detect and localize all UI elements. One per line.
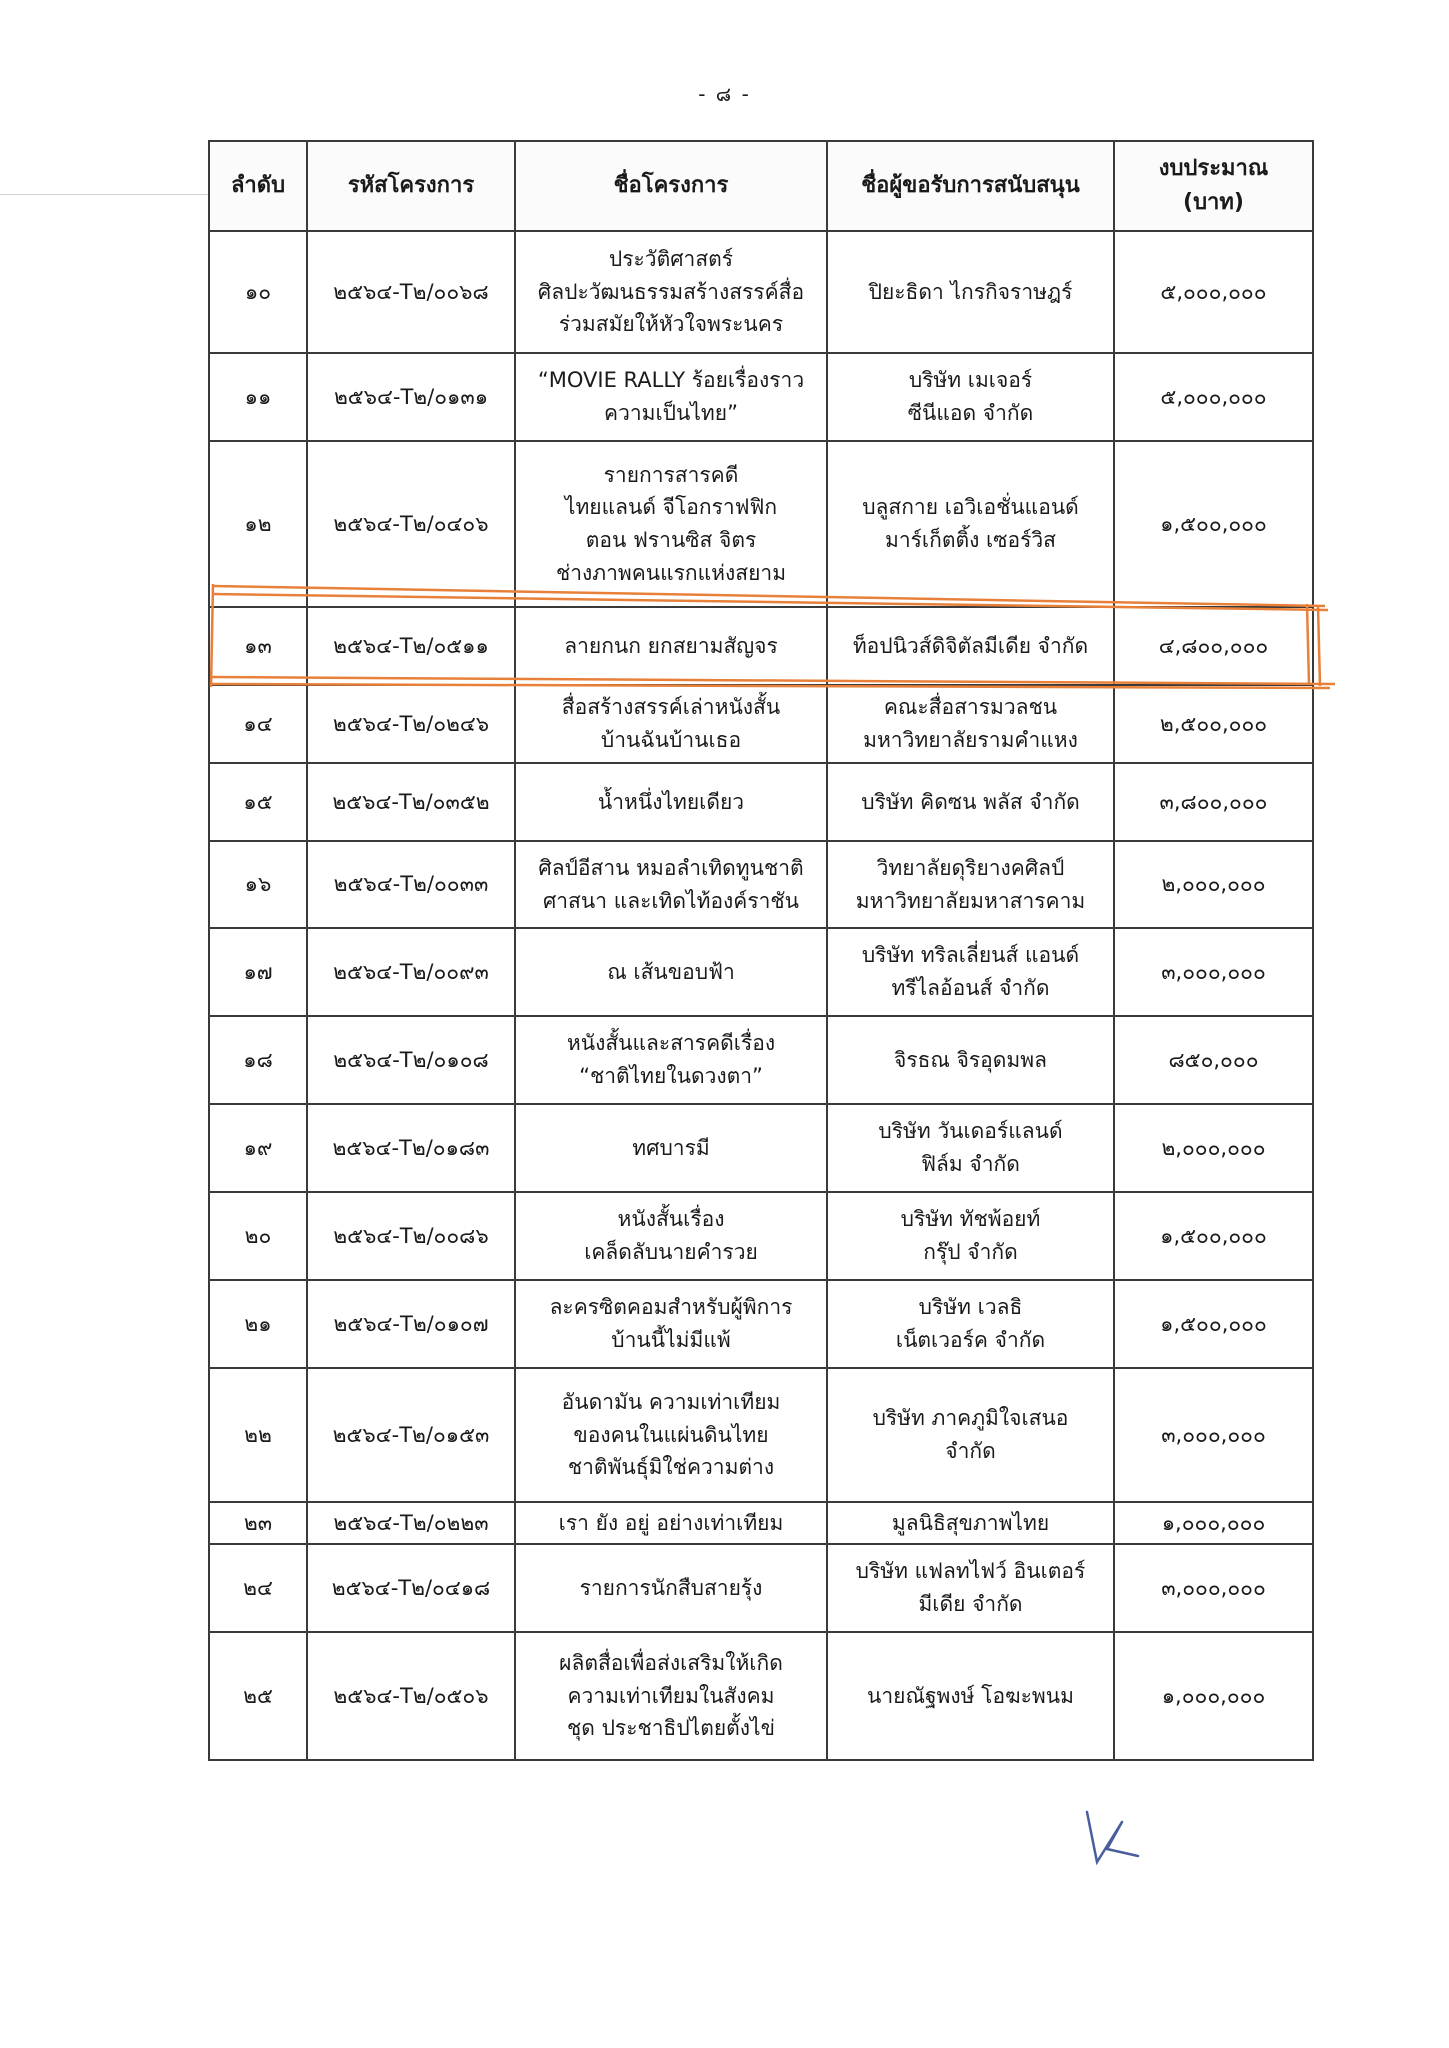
table-row — [209, 1192, 1313, 1280]
project-name-cell — [515, 1632, 827, 1760]
project-name-line: ชุด ประชาธิปไตยตั้งไข่ — [567, 1716, 775, 1741]
project-name-line: รายการสารคดี — [603, 462, 739, 487]
applicant-cell — [827, 763, 1114, 841]
applicant-line: มหาวิทยาลัยรามคำแหง — [863, 728, 1078, 752]
project-name-line: ผลิตสื่อเพื่อส่งเสริมให้เกิด — [559, 1651, 783, 1676]
order-cell: ๑๗ — [209, 928, 307, 1016]
project-code-cell: ๒๕๖๔-T๒/๐๑๐๗ — [307, 1280, 515, 1368]
table-row — [209, 1502, 1313, 1544]
applicant-line: ท็อปนิวส์ดิจิตัลมีเดีย จำกัด — [852, 633, 1089, 658]
budget-cell: ๒,๐๐๐,๐๐๐ — [1114, 841, 1313, 928]
project-name-line: บ้านฉันบ้านเธอ — [600, 728, 742, 752]
applicant-line: คณะสื่อสารมวลชน — [883, 695, 1058, 720]
order-cell: ๑๖ — [209, 841, 307, 928]
order-cell: ๑๓ — [209, 607, 307, 685]
signature-stroke — [1087, 1812, 1138, 1862]
order-cell: ๒๒ — [209, 1368, 307, 1502]
table-row — [209, 1368, 1313, 1502]
project-name-line: สื่อสร้างสรรค์เล่าหนังสั้น — [561, 695, 781, 720]
project-name-cell — [515, 1016, 827, 1104]
applicant-line: บริษัท ทริลเลี่ยนส์ แอนด์ — [861, 943, 1080, 968]
project-name-line: หนังสั้นและสารคดีเรื่อง — [566, 1031, 776, 1056]
applicant-cell — [827, 1016, 1114, 1104]
project-name-lines — [522, 1203, 820, 1268]
table-row — [209, 441, 1313, 607]
order-cell: ๒๕ — [209, 1632, 307, 1760]
project-name-cell — [515, 1280, 827, 1368]
applicant-line: บริษัท ภาคภูมิใจเสนอ — [872, 1406, 1069, 1431]
project-name-lines — [522, 691, 820, 756]
table-row — [209, 353, 1313, 441]
applicant-line: ซีนีแอด จำกัด — [907, 401, 1034, 425]
applicant-cell — [827, 1502, 1114, 1544]
project-name-cell — [515, 841, 827, 928]
applicant-cell — [827, 928, 1114, 1016]
order-cell: ๒๓ — [209, 1502, 307, 1544]
project-name-lines — [522, 786, 820, 819]
table-row — [209, 1104, 1313, 1192]
project-name-cell — [515, 353, 827, 441]
applicant-cell — [827, 1280, 1114, 1368]
project-name-line: ละครซิตคอมสำหรับผู้พิการ — [549, 1295, 793, 1320]
project-name-lines — [522, 1647, 820, 1745]
header-project-code: รหัสโครงการ — [307, 141, 515, 231]
project-name-line: ชาติพันธุ์มิใช่ความต่าง — [567, 1455, 775, 1480]
project-name-lines — [522, 364, 820, 429]
table-row — [209, 1632, 1313, 1760]
applicant-line: กรุ๊ป จำกัด — [923, 1240, 1018, 1264]
applicant-line: มาร์เก็ตติ้ง เซอร์วิส — [885, 528, 1056, 552]
budget-cell: ๓,๐๐๐,๐๐๐ — [1114, 1544, 1313, 1632]
project-code-cell: ๒๕๖๔-T๒/๐๒๔๖ — [307, 685, 515, 763]
order-cell: ๑๙ — [209, 1104, 307, 1192]
budget-cell: ๓,๘๐๐,๐๐๐ — [1114, 763, 1313, 841]
project-code-cell: ๒๕๖๔-T๒/๐๓๕๒ — [307, 763, 515, 841]
applicant-line: เน็ตเวอร์ค จำกัด — [895, 1328, 1046, 1352]
project-name-cell — [515, 1192, 827, 1280]
project-code-cell: ๒๕๖๔-T๒/๐๐๙๓ — [307, 928, 515, 1016]
table-row — [209, 231, 1313, 353]
project-name-lines — [522, 1027, 820, 1092]
budget-cell: ๑,๐๐๐,๐๐๐ — [1114, 1502, 1313, 1544]
signature-initial — [1087, 1812, 1138, 1862]
project-name-cell — [515, 1368, 827, 1502]
applicant-line: มูลนิธิสุขภาพไทย — [891, 1510, 1050, 1535]
project-name-line: ของคนในแผ่นดินไทย — [573, 1422, 769, 1447]
project-name-line: หนังสั้นเรื่อง — [617, 1207, 725, 1232]
budget-cell: ๑,๕๐๐,๐๐๐ — [1114, 1280, 1313, 1368]
project-name-cell — [515, 763, 827, 841]
applicant-cell — [827, 1632, 1114, 1760]
project-name-line: ทศบารมี — [632, 1135, 710, 1160]
budget-cell: ๓,๐๐๐,๐๐๐ — [1114, 928, 1313, 1016]
order-cell: ๑๕ — [209, 763, 307, 841]
project-name-line: ศิลปะวัฒนธรรมสร้างสรรค์สื่อ — [537, 279, 805, 304]
budget-cell: ๘๕๐,๐๐๐ — [1114, 1016, 1313, 1104]
project-name-line: เรา ยัง อยู่ อย่างเท่าเทียม — [558, 1510, 784, 1535]
project-name-cell — [515, 1502, 827, 1544]
order-cell: ๑๔ — [209, 685, 307, 763]
header-applicant: ชื่อผู้ขอรับการสนับสนุน — [827, 141, 1114, 231]
applicant-cell — [827, 441, 1114, 607]
project-name-lines — [522, 1132, 820, 1165]
page-number: - ๘ - — [698, 82, 751, 106]
applicant-line: วิทยาลัยดุริยางคศิลป์ — [876, 855, 1065, 880]
project-name-lines — [522, 243, 820, 341]
applicant-cell — [827, 1192, 1114, 1280]
table-row — [209, 928, 1313, 1016]
applicant-line: จำกัด — [945, 1439, 996, 1463]
order-cell: ๑๑ — [209, 353, 307, 441]
project-name-lines — [522, 1291, 820, 1356]
applicant-cell — [827, 841, 1114, 928]
table-row — [209, 763, 1313, 841]
budget-cell: ๒,๐๐๐,๐๐๐ — [1114, 1104, 1313, 1192]
header-budget-line: (บาท) — [1183, 190, 1244, 215]
table-row — [209, 607, 1313, 685]
project-code-cell: ๒๕๖๔-T๒/๐๑๓๑ — [307, 353, 515, 441]
applicant-line: บริษัท คิดซน พลัส จำกัด — [861, 789, 1080, 814]
applicant-line: บริษัท เวลธิ — [918, 1295, 1023, 1320]
applicant-cell — [827, 353, 1114, 441]
order-cell: ๑๐ — [209, 231, 307, 353]
header-project-name: ชื่อโครงการ — [515, 141, 827, 231]
project-name-lines — [522, 1507, 820, 1540]
project-name-lines — [522, 1386, 820, 1484]
project-name-line: ความเป็นไทย” — [604, 401, 738, 425]
order-cell: ๑๘ — [209, 1016, 307, 1104]
table-row — [209, 1280, 1313, 1368]
project-name-line: ศาสนา และเทิดไท้องค์ราชัน — [542, 888, 800, 913]
highlight-right-line-2 — [1318, 606, 1320, 686]
project-name-cell — [515, 1104, 827, 1192]
scan-margin-line — [0, 194, 215, 195]
order-cell: ๒๔ — [209, 1544, 307, 1632]
project-code-cell: ๒๕๖๔-T๒/๐๕๐๖ — [307, 1632, 515, 1760]
applicant-line: บริษัท ทัชพ้อยท์ — [900, 1207, 1041, 1232]
budget-cell: ๑,๕๐๐,๐๐๐ — [1114, 1192, 1313, 1280]
project-name-cell — [515, 1544, 827, 1632]
project-code-cell: ๒๕๖๔-T๒/๐๔๑๘ — [307, 1544, 515, 1632]
project-code-cell: ๒๕๖๔-T๒/๐๒๒๓ — [307, 1502, 515, 1544]
project-name-line: น้ำหนึ่งไทยเดียว — [597, 789, 745, 814]
applicant-line: นายณัฐพงษ์ โอฆะพนม — [867, 1683, 1074, 1708]
table-header-row — [209, 141, 1313, 231]
project-code-cell: ๒๕๖๔-T๒/๐๑๕๓ — [307, 1368, 515, 1502]
project-budget-table — [208, 140, 1314, 1761]
applicant-cell — [827, 1544, 1114, 1632]
project-code-cell: ๒๕๖๔-T๒/๐๕๑๑ — [307, 607, 515, 685]
project-name-lines — [522, 630, 820, 663]
project-name-line: “ชาติไทยในดวงตา” — [579, 1064, 763, 1088]
header-budget — [1114, 141, 1313, 231]
applicant-line: บริษัท แฟลทไฟว์ อินเตอร์ — [855, 1559, 1086, 1584]
project-name-line: อันดามัน ความเท่าเทียม — [561, 1390, 781, 1415]
project-name-cell — [515, 928, 827, 1016]
budget-cell: ๔,๘๐๐,๐๐๐ — [1114, 607, 1313, 685]
project-code-cell: ๒๕๖๔-T๒/๐๑๐๘ — [307, 1016, 515, 1104]
project-name-lines — [522, 1572, 820, 1605]
project-name-cell — [515, 231, 827, 353]
applicant-cell — [827, 231, 1114, 353]
project-name-line: เคล็ดลับนายคำรวย — [584, 1240, 758, 1264]
applicant-line: บลูสกาย เอวิเอชั่นแอนด์ — [862, 495, 1079, 520]
applicant-cell — [827, 607, 1114, 685]
table-row — [209, 841, 1313, 928]
project-name-line: บ้านนี้ไม่มีแพ้ — [611, 1328, 731, 1352]
applicant-line: มีเดีย จำกัด — [918, 1592, 1023, 1616]
budget-cell: ๕,๐๐๐,๐๐๐ — [1114, 353, 1313, 441]
applicant-line: บริษัท เมเจอร์ — [908, 368, 1033, 393]
project-name-cell — [515, 441, 827, 607]
applicant-line: มหาวิทยาลัยมหาสารคาม — [855, 888, 1086, 913]
project-name-cell — [515, 607, 827, 685]
applicant-cell — [827, 1104, 1114, 1192]
applicant-line: ฟิล์ม จำกัด — [921, 1152, 1020, 1176]
project-name-lines — [522, 956, 820, 989]
project-code-cell: ๒๕๖๔-T๒/๐๐๖๘ — [307, 231, 515, 353]
project-code-cell: ๒๕๖๔-T๒/๐๑๘๓ — [307, 1104, 515, 1192]
project-code-cell: ๒๕๖๔-T๒/๐๐๓๓ — [307, 841, 515, 928]
budget-cell: ๑,๐๐๐,๐๐๐ — [1114, 1632, 1313, 1760]
project-name-line: ลายกนก ยกสยามสัญจร — [564, 633, 778, 658]
budget-cell: ๕,๐๐๐,๐๐๐ — [1114, 231, 1313, 353]
table-row — [209, 1544, 1313, 1632]
order-cell: ๒๐ — [209, 1192, 307, 1280]
project-code-cell: ๒๕๖๔-T๒/๐๐๘๖ — [307, 1192, 515, 1280]
project-name-line: ณ เส้นขอบฟ้า — [607, 959, 735, 984]
budget-cell: ๒,๕๐๐,๐๐๐ — [1114, 685, 1313, 763]
project-name-cell — [515, 685, 827, 763]
order-cell: ๒๑ — [209, 1280, 307, 1368]
applicant-line: ปิยะธิดา ไกรกิจราษฎร์ — [868, 279, 1073, 304]
project-name-line: รายการนักสืบสายรุ้ง — [579, 1575, 763, 1600]
table-row — [209, 685, 1313, 763]
project-name-lines — [522, 459, 820, 589]
table-row — [209, 1016, 1313, 1104]
applicant-line: ทรีไลอ้อนส์ จำกัด — [891, 976, 1050, 1000]
header-order: ลำดับ — [209, 141, 307, 231]
applicant-cell — [827, 1368, 1114, 1502]
project-name-line: “MOVIE RALLY ร้อยเรื่องราว — [537, 368, 805, 393]
project-name-line: ศิลป์อีสาน หมอลำเทิดทูนชาติ — [538, 855, 804, 880]
project-name-line: ประวัติศาสตร์ — [608, 247, 734, 272]
project-name-line: ความเท่าเทียมในสังคม — [567, 1683, 775, 1708]
budget-cell: ๓,๐๐๐,๐๐๐ — [1114, 1368, 1313, 1502]
order-cell: ๑๒ — [209, 441, 307, 607]
project-name-line: ร่วมสมัยให้หัวใจพระนคร — [558, 312, 784, 337]
applicant-cell — [827, 685, 1114, 763]
table-body — [209, 231, 1313, 1760]
applicant-line: จิรธณ จิรอุดมพล — [894, 1047, 1047, 1072]
applicant-line: บริษัท วันเดอร์แลนด์ — [878, 1119, 1063, 1144]
header-budget-line: งบประมาณ — [1158, 155, 1269, 181]
project-name-line: ช่างภาพคนแรกแห่งสยาม — [555, 560, 787, 585]
project-code-cell: ๒๕๖๔-T๒/๐๔๐๖ — [307, 441, 515, 607]
budget-cell: ๑,๕๐๐,๐๐๐ — [1114, 441, 1313, 607]
project-name-line: ไทยแลนด์ จีโอกราฟฟิก — [564, 495, 778, 520]
project-name-lines — [522, 852, 820, 917]
project-name-line: ตอน ฟรานซิส จิตร — [585, 528, 757, 552]
